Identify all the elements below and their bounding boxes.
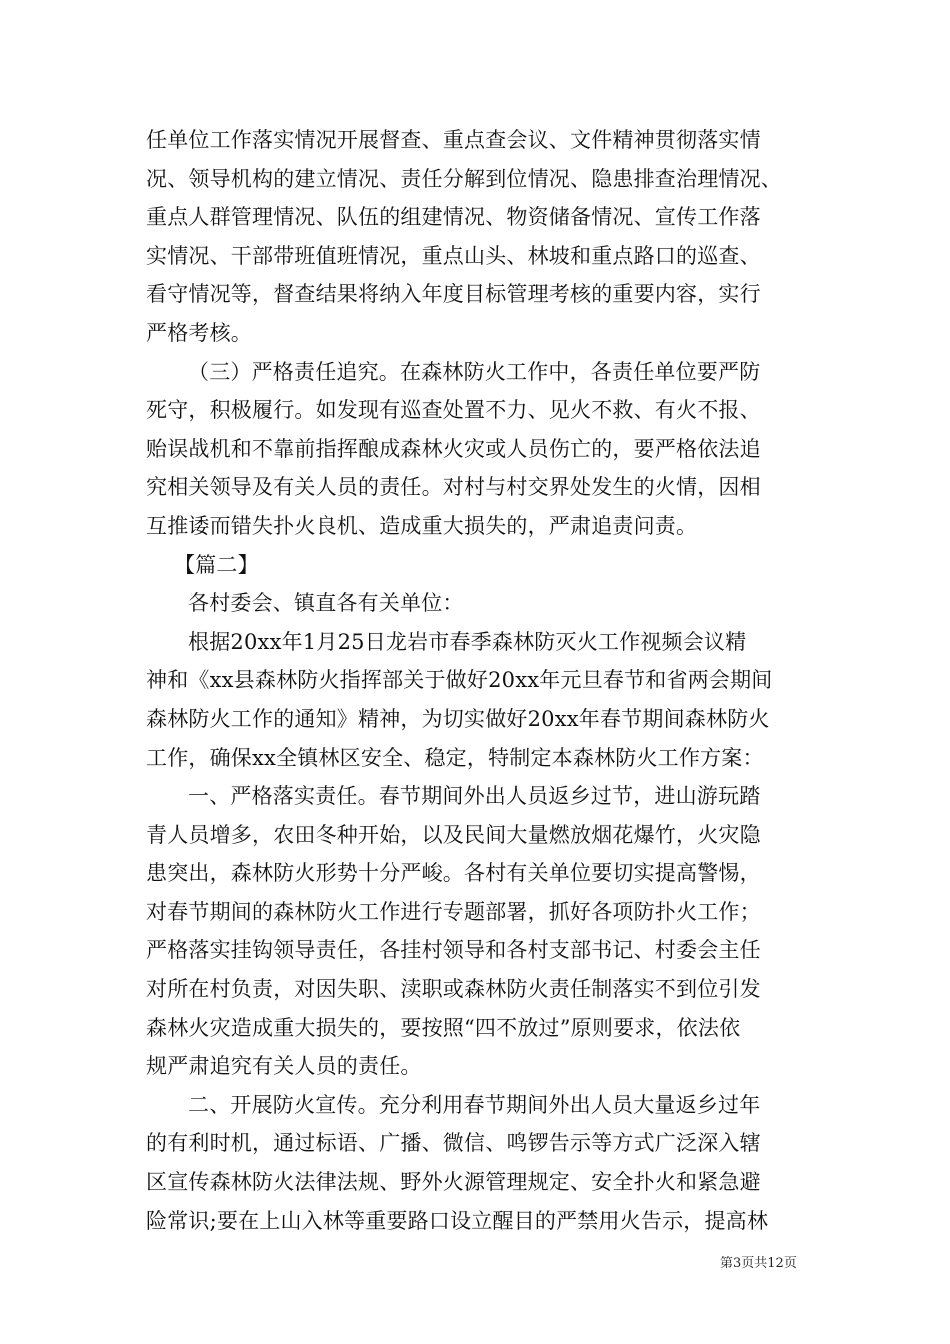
text-line: 患突出，森林防火形势十分严峻。各村有关单位要切实提高警惕， bbox=[146, 861, 761, 886]
text-line: 看守情况等，督查结果将纳入年度目标管理考核的重要内容，实行 bbox=[146, 282, 761, 307]
document-body bbox=[146, 121, 810, 1240]
text-line: 互推诿而错失扑火良机、造成重大损失的，严肃追责问责。 bbox=[146, 513, 698, 538]
text-line: 险常识;要在上山入林等重要路口设立醒目的严禁用火告示，提高林 bbox=[146, 1208, 769, 1233]
text-line: 任单位工作落实情况开展督查、重点查会议、文件精神贯彻落实情 bbox=[146, 128, 761, 152]
text-line: 况、领导机构的建立情况、责任分解到位情况、隐患排查治理情况、 bbox=[146, 166, 782, 191]
text-line: 严格落实挂钩领导责任，各挂村领导和各村支部书记、村委会主任 bbox=[146, 938, 761, 963]
text-line: 一、严格落实责任。春节期间外出人员返乡过节，进山游玩踏 bbox=[188, 784, 761, 809]
text-line: 青人员增多，农田冬种开始，以及民间大量燃放烟花爆竹，火灾隐 bbox=[146, 822, 761, 847]
text-line: 区宣传森林防火法律法规、野外火源管理规定、安全扑火和紧急避 bbox=[146, 1170, 761, 1195]
text-line: 严格考核。 bbox=[146, 320, 252, 345]
text-line: 死守，积极履行。如发现有巡查处置不力、见火不救、有火不报、 bbox=[146, 398, 761, 423]
text-line: 贻误战机和不靠前指挥酿成森林火灾或人员伤亡的，要严格依法追 bbox=[146, 436, 761, 461]
text-line: 二、开展防火宣传。充分利用春节期间外出人员大量返乡过年 bbox=[188, 1092, 761, 1117]
text-line: 究相关领导及有关人员的责任。对村与村交界处发生的火情，因相 bbox=[146, 475, 761, 500]
text-line: 【篇二】 bbox=[174, 552, 259, 577]
text-line: 各村委会、镇直各有关单位： bbox=[188, 591, 464, 616]
text-line: 规严肃追究有关人员的责任。 bbox=[146, 1054, 422, 1079]
text-line: 根据20xx年1月25日龙岩市春季森林防灭火工作视频会议精 bbox=[188, 629, 747, 654]
text-line: 神和《xx县森林防火指挥部关于做好20xx年元旦春节和省两会期间 bbox=[146, 668, 773, 693]
text-line: （三）严格责任追究。在森林防火工作中，各责任单位要严防 bbox=[188, 359, 761, 384]
text-line: 的有利时机，通过标语、广播、微信、鸣锣告示等方式广泛深入辖 bbox=[146, 1131, 761, 1156]
text-line: 森林防火工作的通知》精神，为切实做好20xx年春节期间森林防火 bbox=[146, 706, 770, 731]
text-line: 实情况、干部带班值班情况，重点山头、林坡和重点路口的巡查、 bbox=[146, 243, 761, 268]
page-number: 第3页共12页 bbox=[720, 1256, 797, 1271]
text-line: 对所在村负责，对因失职、渎职或森林防火责任制落实不到位引发 bbox=[146, 977, 761, 1002]
text-line: 重点人群管理情况、队伍的组建情况、物资储备情况、宣传工作落 bbox=[146, 205, 761, 230]
text-line: 对春节期间的森林防火工作进行专题部署，抓好各项防扑火工作； bbox=[146, 899, 761, 924]
text-line: 工作，确保xx全镇林区安全、稳定，特制定本森林防火工作方案： bbox=[146, 745, 764, 770]
text-line: 森林火灾造成重大损失的，要按照“四不放过”原则要求，依法依 bbox=[146, 1015, 741, 1040]
